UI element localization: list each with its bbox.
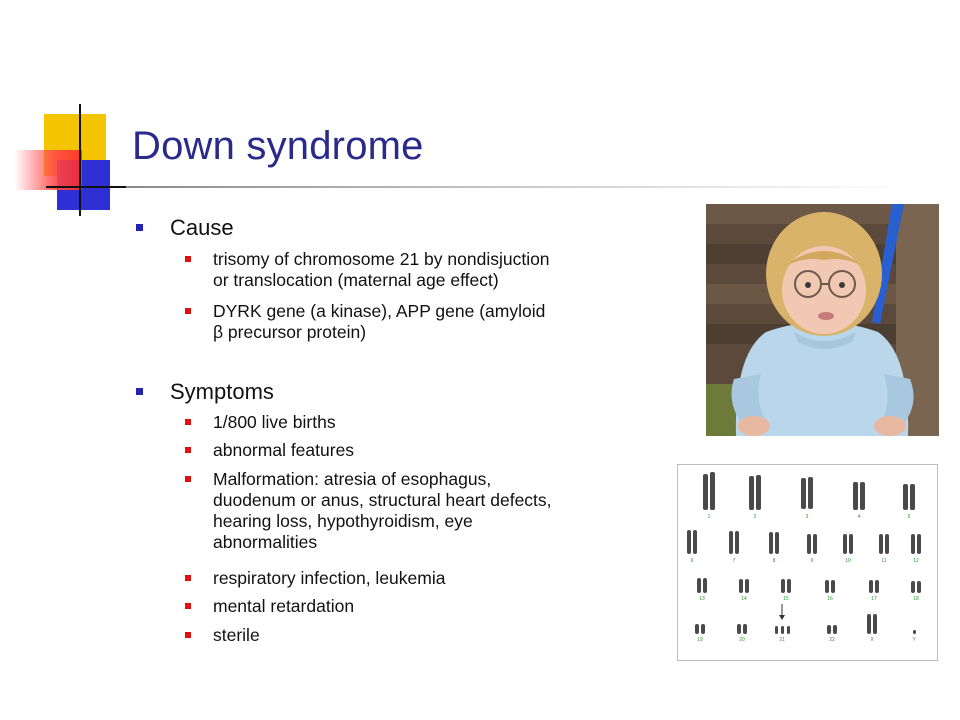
bullet-square-icon bbox=[136, 388, 143, 395]
list-item-line: sterile bbox=[213, 625, 260, 645]
slide-title: Down syndrome bbox=[132, 124, 424, 168]
bullet-square-icon bbox=[185, 632, 191, 638]
bullet-symptoms bbox=[170, 379, 274, 405]
bullet-cause bbox=[170, 215, 234, 241]
title-underline bbox=[126, 186, 906, 188]
list-item-line: respiratory infection, leukemia bbox=[213, 568, 446, 588]
bullet-square-icon bbox=[185, 575, 191, 581]
karyotype-label: 11 bbox=[881, 558, 887, 564]
list-item bbox=[213, 440, 693, 461]
karyotype-label: 20 bbox=[739, 637, 745, 643]
list-item-line: 1/800 live births bbox=[213, 412, 336, 432]
karyotype-label: 9 bbox=[810, 558, 814, 564]
list-item bbox=[213, 568, 693, 589]
karyotype-label: 1 bbox=[707, 514, 711, 520]
karyotype-label: 16 bbox=[827, 596, 833, 602]
child-photo bbox=[706, 204, 939, 436]
karyotype-label: 10 bbox=[845, 558, 851, 564]
section-heading: Symptoms bbox=[170, 379, 274, 404]
list-item-line: abnormal features bbox=[213, 440, 355, 460]
karyotype-label: 18 bbox=[913, 596, 919, 602]
list-item-line: hearing loss, hypothyroidism, eye bbox=[213, 511, 473, 531]
list-item-line: mental retardation bbox=[213, 596, 355, 616]
karyotype-label: 3 bbox=[805, 514, 809, 520]
bullet-square-icon bbox=[136, 224, 143, 231]
list-item-line: abnormalities bbox=[213, 532, 318, 552]
list-item-line: or translocation (maternal age effect) bbox=[213, 270, 499, 290]
list-item bbox=[213, 412, 693, 433]
karyotype-label: 8 bbox=[772, 558, 776, 564]
decor-horizontal-line bbox=[46, 186, 136, 188]
karyotype-label: 13 bbox=[699, 596, 705, 602]
decor-red-gradient bbox=[14, 150, 82, 190]
section-heading: Cause bbox=[170, 215, 234, 240]
karyotype-label: 7 bbox=[732, 558, 736, 564]
bullet-square-icon bbox=[185, 447, 191, 453]
list-item-line: duodenum or anus, structural heart defects, bbox=[213, 490, 552, 510]
karyotype-label: 6 bbox=[690, 558, 694, 564]
karyotype-label: 2 bbox=[753, 514, 757, 520]
karyotype-label: 14 bbox=[741, 596, 747, 602]
list-item bbox=[213, 249, 693, 291]
karyotype-label: 5 bbox=[907, 514, 911, 520]
list-item-line: DYRK gene (a kinase), APP gene (amyloid bbox=[213, 301, 546, 321]
bullet-square-icon bbox=[185, 603, 191, 609]
list-item bbox=[213, 625, 693, 646]
karyotype-label: X bbox=[870, 637, 874, 643]
list-item bbox=[213, 301, 693, 343]
list-item-line: trisomy of chromosome 21 by nondisjuction bbox=[213, 249, 550, 269]
bullet-square-icon bbox=[185, 256, 191, 262]
bullet-square-icon bbox=[185, 476, 191, 482]
karyotype-label: 21 bbox=[779, 637, 785, 643]
karyotype-label: 4 bbox=[857, 514, 861, 520]
bullet-square-icon bbox=[185, 419, 191, 425]
decor-vertical-line bbox=[79, 104, 81, 216]
bullet-square-icon bbox=[185, 308, 191, 314]
list-item bbox=[213, 596, 693, 617]
list-item bbox=[213, 469, 693, 553]
list-item-line: β precursor protein) bbox=[213, 322, 367, 342]
karyotype-label: 12 bbox=[913, 558, 919, 564]
karyotype-label: 17 bbox=[871, 596, 877, 602]
karyotype-label: 22 bbox=[829, 637, 835, 643]
karyotype-label: 19 bbox=[697, 637, 703, 643]
karyotype-label: 15 bbox=[783, 596, 789, 602]
karyotype-label: Y bbox=[912, 637, 916, 643]
karyotype-image bbox=[677, 464, 938, 661]
list-item-line: Malformation: atresia of esophagus, bbox=[213, 469, 492, 489]
